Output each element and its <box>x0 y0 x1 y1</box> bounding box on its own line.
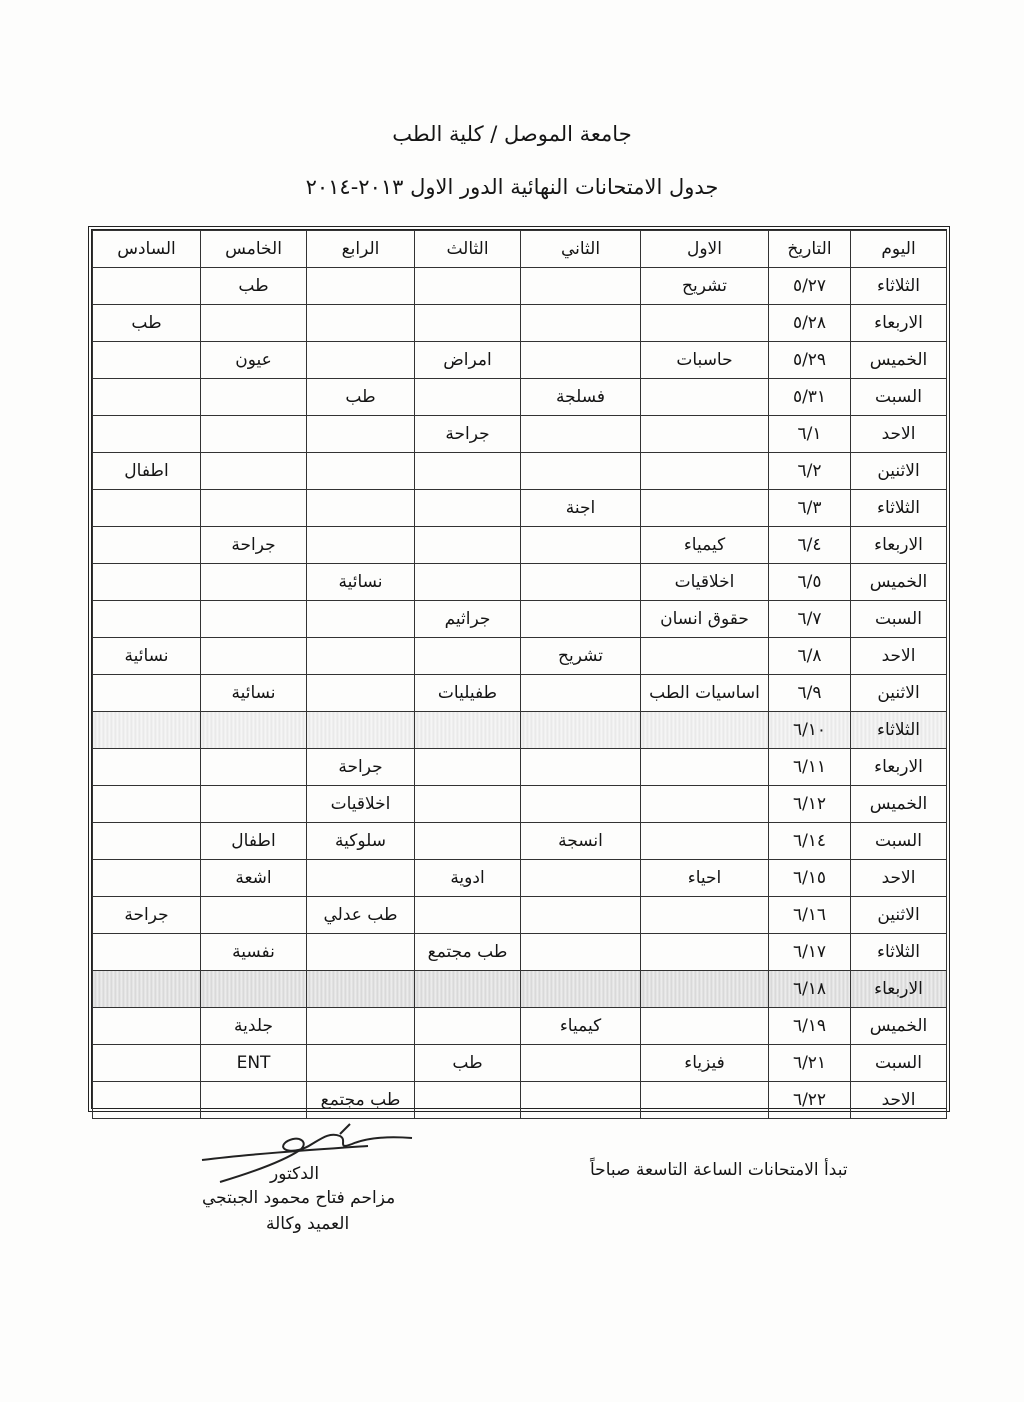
university-title: جامعة الموصل / كلية الطب <box>392 122 632 146</box>
day-cell: الثلاثاء <box>851 268 947 305</box>
fifth-cell: نسائية <box>201 675 307 712</box>
fifth-cell: اطفال <box>201 823 307 860</box>
table-row <box>93 527 947 564</box>
second-cell <box>521 749 641 786</box>
table-row <box>93 823 947 860</box>
day-cell: الخميس <box>851 342 947 379</box>
fifth-cell <box>201 1082 307 1119</box>
fifth-cell <box>201 453 307 490</box>
third-cell: جراحة <box>415 416 521 453</box>
fifth-cell <box>201 564 307 601</box>
first-cell <box>641 490 769 527</box>
table-row <box>93 564 947 601</box>
fourth-cell: جراحة <box>307 749 415 786</box>
fifth-cell <box>201 638 307 675</box>
signature-name: مزاحم فتاح محمود الجبتجي <box>202 1188 396 1208</box>
third-cell <box>415 749 521 786</box>
day-cell: السبت <box>851 1045 947 1082</box>
sixth-cell <box>93 268 201 305</box>
fifth-cell <box>201 712 307 749</box>
third-cell: طب <box>415 1045 521 1082</box>
fourth-cell <box>307 638 415 675</box>
day-cell: الاحد <box>851 1082 947 1119</box>
first-cell <box>641 1008 769 1045</box>
sixth-cell <box>93 342 201 379</box>
table-row <box>93 897 947 934</box>
fifth-cell <box>201 897 307 934</box>
second-cell <box>521 1082 641 1119</box>
sixth-cell <box>93 1045 201 1082</box>
table-row <box>93 749 947 786</box>
date-cell: ٦/١٠ <box>769 712 851 749</box>
first-cell: احياء <box>641 860 769 897</box>
first-cell <box>641 749 769 786</box>
date-cell: ٦/١٤ <box>769 823 851 860</box>
day-cell: الثلاثاء <box>851 490 947 527</box>
second-cell <box>521 860 641 897</box>
third-cell <box>415 305 521 342</box>
fourth-cell: طب <box>307 379 415 416</box>
date-cell: ٦/٤ <box>769 527 851 564</box>
second-cell: اجنة <box>521 490 641 527</box>
column-header-day: اليوم <box>851 231 947 268</box>
sixth-cell <box>93 786 201 823</box>
third-cell <box>415 823 521 860</box>
sixth-cell <box>93 934 201 971</box>
sixth-cell <box>93 1082 201 1119</box>
second-cell <box>521 786 641 823</box>
first-cell <box>641 305 769 342</box>
fourth-cell <box>307 971 415 1008</box>
signature-block <box>190 1120 430 1240</box>
first-cell: تشريح <box>641 268 769 305</box>
second-cell <box>521 971 641 1008</box>
third-cell <box>415 1008 521 1045</box>
fifth-cell <box>201 305 307 342</box>
fourth-cell <box>307 675 415 712</box>
sixth-cell <box>93 379 201 416</box>
first-cell: كيمياء <box>641 527 769 564</box>
third-cell: طب مجتمع <box>415 934 521 971</box>
table-header-row <box>93 231 947 268</box>
fifth-cell <box>201 971 307 1008</box>
first-cell: حاسبات <box>641 342 769 379</box>
fifth-cell: اشعة <box>201 860 307 897</box>
day-cell: الخميس <box>851 1008 947 1045</box>
fifth-cell <box>201 749 307 786</box>
exam-schedule-table <box>92 230 947 1119</box>
date-cell: ٦/٣ <box>769 490 851 527</box>
column-header-first: الاول <box>641 231 769 268</box>
table-row <box>93 934 947 971</box>
fourth-cell <box>307 490 415 527</box>
second-cell <box>521 675 641 712</box>
date-cell: ٦/٢١ <box>769 1045 851 1082</box>
third-cell <box>415 564 521 601</box>
second-cell <box>521 897 641 934</box>
fourth-cell <box>307 453 415 490</box>
schedule-title: جدول الامتحانات النهائية الدور الاول ٢٠١٣-٢٠١٤ <box>305 175 719 199</box>
day-cell: السبت <box>851 823 947 860</box>
second-cell <box>521 934 641 971</box>
table-row <box>93 1045 947 1082</box>
fifth-cell <box>201 379 307 416</box>
sixth-cell <box>93 527 201 564</box>
first-cell <box>641 379 769 416</box>
first-cell <box>641 1082 769 1119</box>
sixth-cell <box>93 823 201 860</box>
table-row <box>93 268 947 305</box>
first-cell <box>641 712 769 749</box>
fourth-cell: طب عدلي <box>307 897 415 934</box>
first-cell: فيزياء <box>641 1045 769 1082</box>
date-cell: ٦/٢٢ <box>769 1082 851 1119</box>
day-cell: الثلاثاء <box>851 934 947 971</box>
date-cell: ٥/٣١ <box>769 379 851 416</box>
third-cell <box>415 268 521 305</box>
sixth-cell <box>93 860 201 897</box>
day-cell: الثلاثاء <box>851 712 947 749</box>
fourth-cell <box>307 1008 415 1045</box>
fifth-cell: عيون <box>201 342 307 379</box>
second-cell <box>521 527 641 564</box>
day-cell: السبت <box>851 379 947 416</box>
column-header-fourth: الرابع <box>307 231 415 268</box>
date-cell: ٦/٩ <box>769 675 851 712</box>
first-cell <box>641 971 769 1008</box>
sixth-cell <box>93 971 201 1008</box>
date-cell: ٥/٢٧ <box>769 268 851 305</box>
column-header-sixth: السادس <box>93 231 201 268</box>
day-cell: الاربعاء <box>851 971 947 1008</box>
date-cell: ٦/١٦ <box>769 897 851 934</box>
sixth-cell: نسائية <box>93 638 201 675</box>
sixth-cell <box>93 601 201 638</box>
date-cell: ٦/٧ <box>769 601 851 638</box>
day-cell: الخميس <box>851 786 947 823</box>
fourth-cell <box>307 712 415 749</box>
table-row <box>93 1008 947 1045</box>
signature-role: العميد وكالة <box>266 1214 350 1234</box>
first-cell: حقوق انسان <box>641 601 769 638</box>
fifth-cell <box>201 601 307 638</box>
fifth-cell: طب <box>201 268 307 305</box>
exam-schedule-table-frame <box>88 226 950 1112</box>
second-cell: كيمياء <box>521 1008 641 1045</box>
day-cell: الاثنين <box>851 675 947 712</box>
fourth-cell <box>307 268 415 305</box>
fourth-cell <box>307 342 415 379</box>
date-cell: ٦/١ <box>769 416 851 453</box>
third-cell: طفيليات <box>415 675 521 712</box>
first-cell <box>641 453 769 490</box>
sixth-cell <box>93 564 201 601</box>
fifth-cell: جراحة <box>201 527 307 564</box>
table-row <box>93 675 947 712</box>
fourth-cell <box>307 527 415 564</box>
sixth-cell: جراحة <box>93 897 201 934</box>
table-row <box>93 305 947 342</box>
second-cell: فسلجة <box>521 379 641 416</box>
sixth-cell <box>93 490 201 527</box>
table-row <box>93 601 947 638</box>
third-cell <box>415 453 521 490</box>
third-cell <box>415 638 521 675</box>
first-cell <box>641 897 769 934</box>
date-cell: ٦/٨ <box>769 638 851 675</box>
third-cell <box>415 527 521 564</box>
table-row <box>93 638 947 675</box>
column-header-fifth: الخامس <box>201 231 307 268</box>
day-cell: الخميس <box>851 564 947 601</box>
first-cell <box>641 823 769 860</box>
date-cell: ٦/٥ <box>769 564 851 601</box>
date-cell: ٥/٢٩ <box>769 342 851 379</box>
second-cell <box>521 712 641 749</box>
first-cell: اخلاقيات <box>641 564 769 601</box>
signature-title: الدكتور <box>270 1164 320 1184</box>
fifth-cell <box>201 490 307 527</box>
day-cell: الاحد <box>851 860 947 897</box>
first-cell <box>641 416 769 453</box>
sixth-cell <box>93 749 201 786</box>
fifth-cell: ENT <box>201 1045 307 1082</box>
exam-start-note: تبدأ الامتحانات الساعة التاسعة صباحاً <box>590 1160 848 1180</box>
table-row <box>93 453 947 490</box>
second-cell <box>521 453 641 490</box>
table-row <box>93 860 947 897</box>
first-cell: اساسيات الطب <box>641 675 769 712</box>
date-cell: ٦/١١ <box>769 749 851 786</box>
sixth-cell <box>93 416 201 453</box>
date-cell: ٦/١٥ <box>769 860 851 897</box>
date-cell: ٥/٢٨ <box>769 305 851 342</box>
fourth-cell: سلوكية <box>307 823 415 860</box>
fifth-cell: نفسية <box>201 934 307 971</box>
table-row <box>93 786 947 823</box>
first-cell <box>641 638 769 675</box>
fourth-cell: اخلاقيات <box>307 786 415 823</box>
third-cell <box>415 786 521 823</box>
fifth-cell: جلدية <box>201 1008 307 1045</box>
fourth-cell: طب مجتمع <box>307 1082 415 1119</box>
second-cell <box>521 564 641 601</box>
day-cell: الاربعاء <box>851 749 947 786</box>
third-cell: جراثيم <box>415 601 521 638</box>
third-cell <box>415 379 521 416</box>
date-cell: ٦/١٧ <box>769 934 851 971</box>
table-row <box>93 1082 947 1119</box>
fourth-cell <box>307 305 415 342</box>
third-cell <box>415 1082 521 1119</box>
table-row <box>93 416 947 453</box>
column-header-third: الثالث <box>415 231 521 268</box>
table-row <box>93 342 947 379</box>
second-cell <box>521 601 641 638</box>
fourth-cell <box>307 601 415 638</box>
column-header-date: التاريخ <box>769 231 851 268</box>
first-cell <box>641 934 769 971</box>
second-cell: انسجة <box>521 823 641 860</box>
second-cell <box>521 342 641 379</box>
day-cell: الاثنين <box>851 897 947 934</box>
table-row <box>93 379 947 416</box>
date-cell: ٦/١٩ <box>769 1008 851 1045</box>
third-cell: ادوية <box>415 860 521 897</box>
fifth-cell <box>201 416 307 453</box>
sixth-cell: اطفال <box>93 453 201 490</box>
sixth-cell <box>93 712 201 749</box>
fourth-cell <box>307 860 415 897</box>
first-cell <box>641 786 769 823</box>
table-row <box>93 490 947 527</box>
third-cell <box>415 712 521 749</box>
date-cell: ٦/١٢ <box>769 786 851 823</box>
table-body <box>93 268 947 1119</box>
day-cell: الاحد <box>851 638 947 675</box>
second-cell: تشريح <box>521 638 641 675</box>
sixth-cell: طب <box>93 305 201 342</box>
day-cell: الاربعاء <box>851 527 947 564</box>
second-cell <box>521 305 641 342</box>
fourth-cell <box>307 934 415 971</box>
fourth-cell <box>307 1045 415 1082</box>
sixth-cell <box>93 1008 201 1045</box>
third-cell <box>415 490 521 527</box>
date-cell: ٦/١٨ <box>769 971 851 1008</box>
third-cell: امراض <box>415 342 521 379</box>
third-cell <box>415 971 521 1008</box>
third-cell <box>415 897 521 934</box>
date-cell: ٦/٢ <box>769 453 851 490</box>
fourth-cell: نسائية <box>307 564 415 601</box>
fourth-cell <box>307 416 415 453</box>
second-cell <box>521 416 641 453</box>
second-cell <box>521 1045 641 1082</box>
sixth-cell <box>93 675 201 712</box>
day-cell: الاربعاء <box>851 305 947 342</box>
day-cell: الاثنين <box>851 453 947 490</box>
fifth-cell <box>201 786 307 823</box>
day-cell: السبت <box>851 601 947 638</box>
second-cell <box>521 268 641 305</box>
day-cell: الاحد <box>851 416 947 453</box>
table-row <box>93 712 947 749</box>
table-row <box>93 971 947 1008</box>
column-header-second: الثاني <box>521 231 641 268</box>
